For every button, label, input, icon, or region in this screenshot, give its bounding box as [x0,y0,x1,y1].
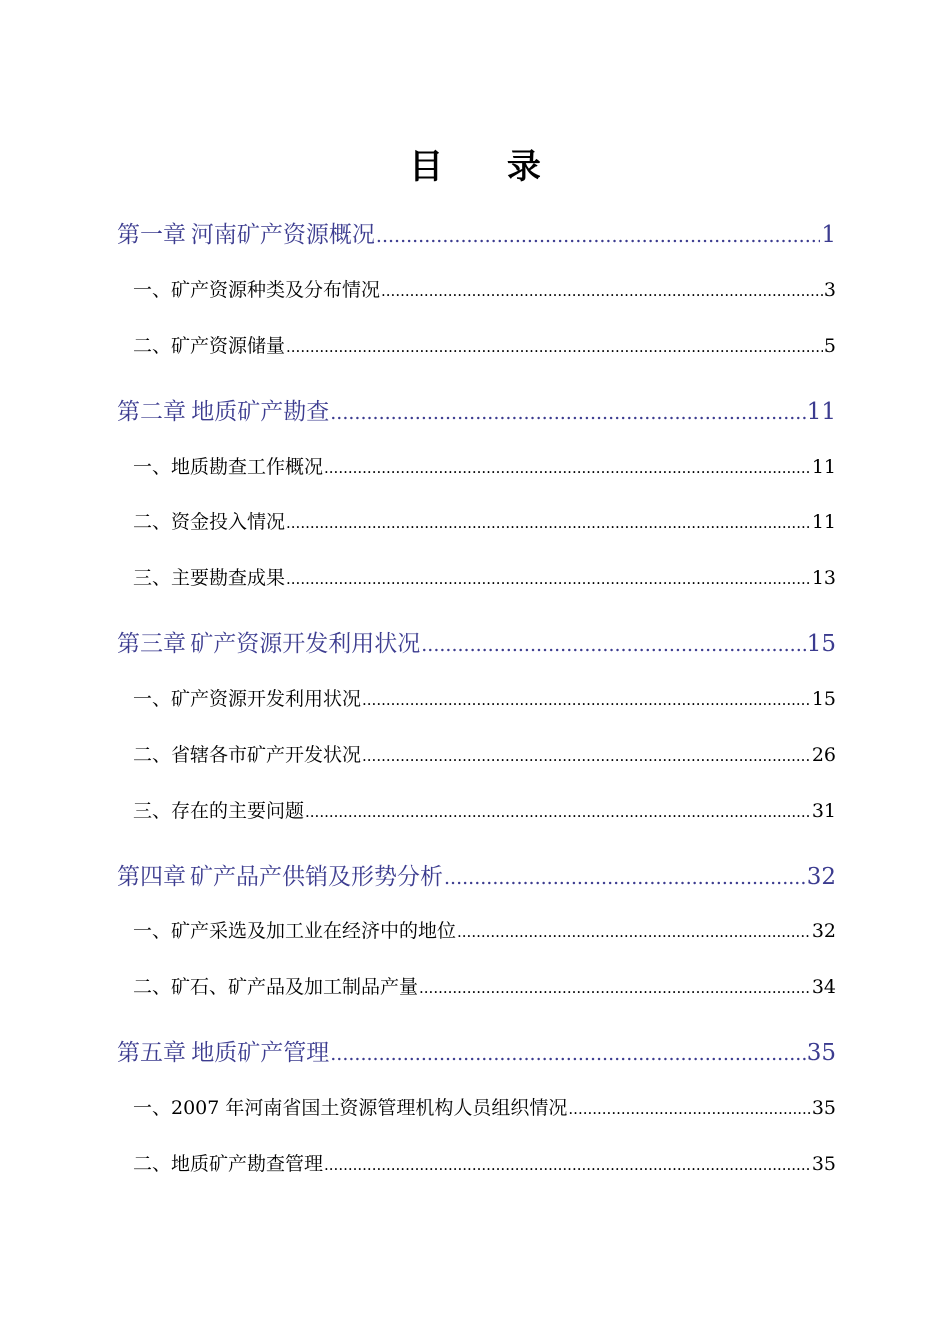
dot-leader [421,631,805,657]
page-number: 26 [811,744,836,766]
chapter-name: 矿产资源开发利用状况 [190,631,421,657]
page-number: 32 [806,864,836,890]
dot-leader [381,279,823,301]
page-number: 35 [811,1153,836,1175]
section-label: 三、存在的主要问题 [133,800,305,822]
section-label: 一、矿产资源开发利用状况 [133,688,362,710]
dot-leader [419,976,811,998]
dot-leader [444,864,806,890]
toc-section-1-1[interactable] [133,275,836,302]
dot-leader [568,1097,810,1119]
section-label: 一、矿产资源种类及分布情况 [133,279,381,301]
dot-leader [362,744,811,766]
toc-section-2-1[interactable] [133,452,836,479]
page-number: 1 [821,222,836,248]
chapter-name: 矿产品产供销及形势分析 [190,864,443,890]
page-number: 5 [823,335,836,357]
page-number: 13 [811,567,836,589]
chapter-number: 第二章 [117,399,186,425]
chapter-number: 第五章 [117,1040,186,1066]
section-label: 二、省辖各市矿产开发状况 [133,744,362,766]
page-number: 15 [806,631,836,657]
toc-chapter-4[interactable] [117,858,836,891]
toc-section-1-2[interactable] [133,331,836,358]
page-number: 15 [811,688,836,710]
dot-leader [286,511,811,533]
section-label: 一、地质勘查工作概况 [133,456,324,478]
chapter-name: 地质矿产管理 [191,1040,330,1066]
toc-section-2-3[interactable] [133,563,836,590]
dot-leader [457,920,811,942]
section-label: 二、矿产资源储量 [133,335,286,357]
toc-section-3-2[interactable] [133,740,836,767]
dot-leader [286,567,811,589]
toc-chapter-2[interactable] [117,393,836,426]
chapter-number: 第四章 [117,864,186,890]
toc-section-4-2[interactable] [133,972,836,999]
page-number: 34 [811,976,836,998]
dot-leader [376,222,820,248]
dot-leader [330,1040,805,1066]
dot-leader [324,1153,811,1175]
page-number: 35 [811,1097,836,1119]
dot-leader [305,800,811,822]
section-label: 一、2007 年河南省国土资源管理机构人员组织情况 [133,1097,568,1119]
toc-title: 目 录 [409,147,567,187]
toc-section-4-1[interactable] [133,916,836,943]
toc-section-3-1[interactable] [133,684,836,711]
chapter-number: 第一章 [117,222,186,248]
toc-chapter-5[interactable] [117,1034,836,1067]
toc-section-3-3[interactable] [133,796,836,823]
page-number: 11 [811,511,836,533]
chapter-name: 河南矿产资源概况 [190,222,375,248]
toc-chapter-1[interactable] [117,216,836,249]
toc-chapter-3[interactable] [117,625,836,658]
page-number: 11 [806,399,836,425]
page-number: 32 [811,920,836,942]
toc-section-5-1[interactable] [133,1093,836,1120]
section-label: 二、资金投入情况 [133,511,286,533]
toc-section-2-2[interactable] [133,507,836,534]
section-label: 二、矿石、矿产品及加工制品产量 [133,976,419,998]
dot-leader [286,335,823,357]
toc-section-5-2[interactable] [133,1149,836,1176]
page-number: 3 [823,279,836,301]
section-label: 三、主要勘查成果 [133,567,286,589]
chapter-number: 第三章 [117,631,186,657]
dot-leader [330,399,805,425]
dot-leader [324,456,811,478]
page-number: 35 [806,1040,836,1066]
dot-leader [362,688,811,710]
page-number: 11 [811,456,836,478]
section-label: 一、矿产采选及加工业在经济中的地位 [133,920,457,942]
section-label: 二、地质矿产勘查管理 [133,1153,324,1175]
chapter-name: 地质矿产勘查 [191,399,330,425]
page-number: 31 [811,800,836,822]
